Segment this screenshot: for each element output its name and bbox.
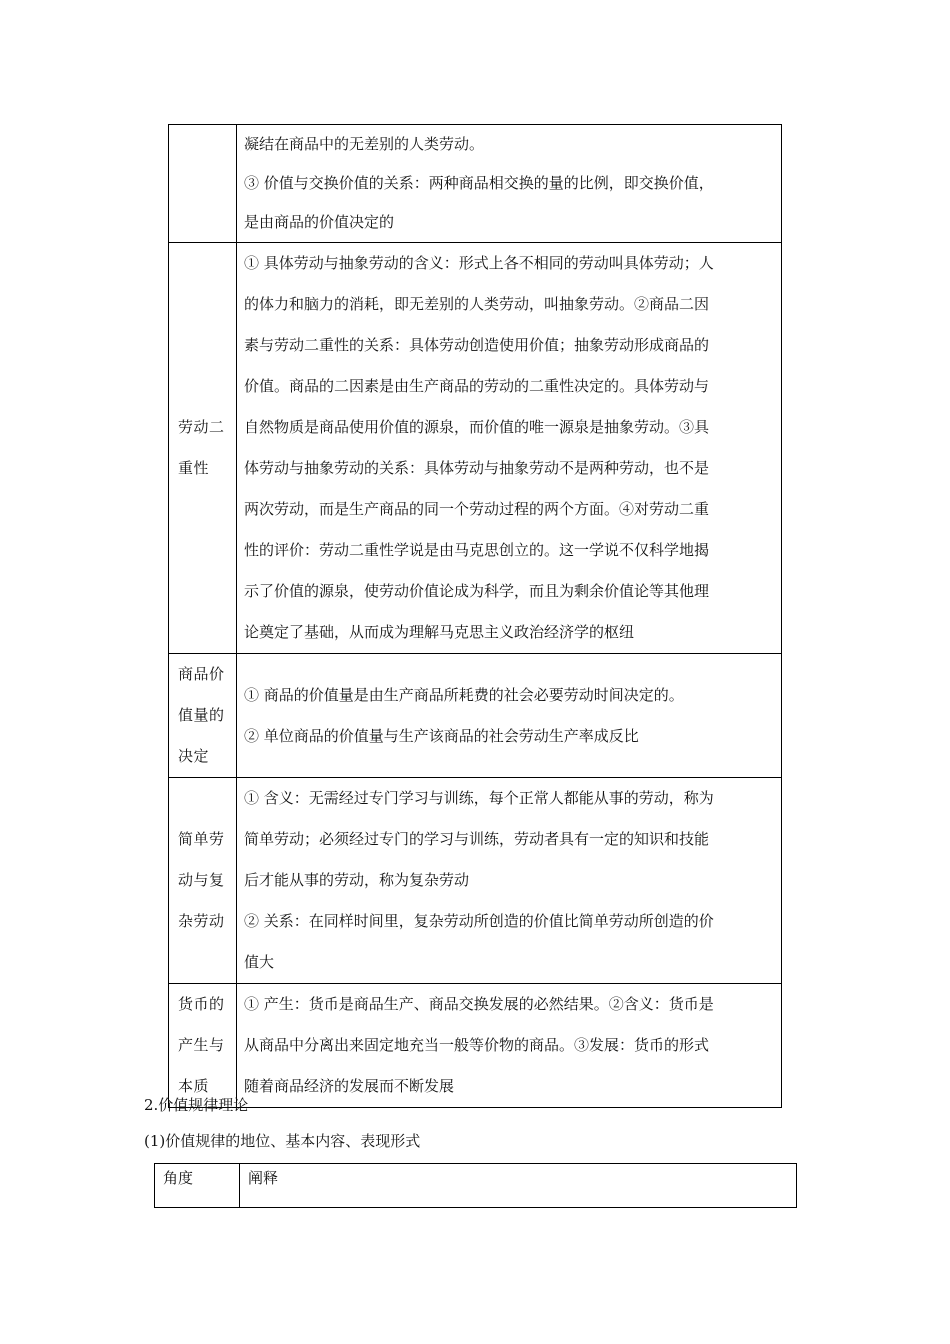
label-line: 货币的: [178, 995, 225, 1013]
content-line: 体劳动与抽象劳动的关系：具体劳动与抽象劳动不是两种劳动，也不是: [244, 459, 710, 477]
column-header-angle: 角度: [155, 1164, 240, 1208]
content-line: 性的评价：劳动二重性学说是由马克思创立的。这一学说不仅科学地揭: [244, 541, 710, 559]
row-content-cell: [237, 243, 782, 654]
table-header-row: [155, 1164, 797, 1208]
label-line: 杂劳动: [178, 912, 225, 930]
row-label-cell: [169, 243, 237, 654]
row-content-cell: [237, 778, 782, 984]
table-row: [169, 243, 782, 654]
content-line: ② 关系：在同样时间里，复杂劳动所创造的价值比简单劳动所创造的价: [244, 912, 714, 930]
row-label-cell: [169, 984, 237, 1108]
label-line: 简单劳: [178, 830, 225, 848]
label-line: 动与复: [178, 871, 225, 889]
content-line: 论奠定了基础，从而成为理解马克思主义政治经济学的枢纽: [244, 623, 635, 641]
content-line: 的体力和脑力的消耗，即无差别的人类劳动，叫抽象劳动。②商品二因: [244, 295, 710, 313]
label-line: 决定: [178, 747, 210, 765]
column-header-explanation: 阐释: [240, 1164, 797, 1208]
table-row: [169, 778, 782, 984]
content-line: 自然物质是商品使用价值的源泉，而价值的唯一源泉是抽象劳动。③具: [244, 418, 710, 436]
content-line: ① 含义：无需经过专门学习与训练，每个正常人都能从事的劳动，称为: [244, 789, 714, 807]
section-heading-value-law: 2.价值规律理论: [144, 1096, 249, 1114]
content-line: 素与劳动二重性的关系：具体劳动创造使用价值；抽象劳动形成商品的: [244, 336, 710, 354]
content-line: 示了价值的源泉，使劳动价值论成为科学，而且为剩余价值论等其他理: [244, 582, 710, 600]
content-line: 简单劳动；必须经过专门的学习与训练，劳动者具有一定的知识和技能: [244, 830, 710, 848]
row-content-cell: [237, 984, 782, 1108]
content-line: 随着商品经济的发展而不断发展: [244, 1077, 455, 1095]
commodity-theory-table: [168, 124, 782, 1108]
table-body: [169, 125, 782, 1108]
label-line: 劳动二: [178, 418, 225, 436]
content-line: ① 产生：货币是商品生产、商品交换发展的必然结果。②含义：货币是: [244, 995, 714, 1013]
content-line: ① 具体劳动与抽象劳动的含义：形式上各不相同的劳动叫具体劳动；人: [244, 254, 714, 272]
label-line: 值量的: [178, 706, 225, 724]
table-row: [169, 125, 782, 243]
content-line: 凝结在商品中的无差别的人类劳动。: [244, 135, 485, 153]
label-line: 重性: [178, 459, 210, 477]
content-line: 后才能从事的劳动，称为复杂劳动: [244, 871, 470, 889]
row-content-cell: [237, 654, 782, 778]
table-row: [169, 654, 782, 778]
content-line: 是由商品的价值决定的: [244, 213, 395, 231]
value-law-table: [154, 1163, 797, 1208]
row-label-cell: [169, 125, 237, 243]
content-line: 两次劳动，而是生产商品的同一个劳动过程的两个方面。④对劳动二重: [244, 500, 710, 518]
table-row: [169, 984, 782, 1108]
content-line: 价值。商品的二因素是由生产商品的劳动的二重性决定的。具体劳动与: [244, 377, 710, 395]
content-line: ① 商品的价值量是由生产商品所耗费的社会必要劳动时间决定的。: [244, 685, 684, 704]
row-label-cell: [169, 654, 237, 778]
content-line: 值大: [244, 953, 275, 971]
row-content-cell: [237, 125, 782, 243]
content-line: ② 单位商品的价值量与生产该商品的社会劳动生产率成反比: [244, 726, 639, 745]
label-line: 本质: [178, 1077, 210, 1095]
label-line: 商品价: [178, 665, 225, 683]
subsection-heading: (1)价值规律的地位、基本内容、表现形式: [144, 1132, 421, 1150]
content-line: 从商品中分离出来固定地充当一般等价物的商品。③发展：货币的形式: [244, 1036, 710, 1054]
row-label-cell: [169, 778, 237, 984]
content-line: ③ 价值与交换价值的关系：两种商品相交换的量的比例，即交换价值，: [244, 174, 714, 192]
label-line: 产生与: [178, 1036, 225, 1054]
